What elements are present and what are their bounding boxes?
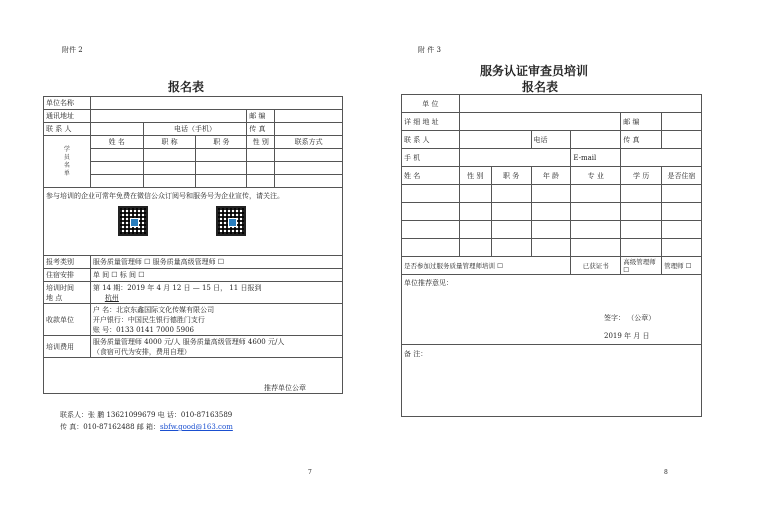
fee-info — [90, 336, 342, 358]
page-number-right: 8 — [664, 469, 668, 476]
attachment-label-left: 附件 2 — [62, 46, 83, 54]
registration-table-right — [401, 94, 702, 417]
col-position-right: 职 务 — [491, 167, 531, 185]
col-position: 职 务 — [196, 136, 247, 149]
trainee-cell-right[interactable] — [402, 203, 460, 221]
lodging-label: 住宿安排 — [44, 269, 91, 282]
trainee-cell-right[interactable] — [662, 239, 702, 257]
registration-table-left — [43, 96, 343, 394]
trainee-cell-right[interactable] — [459, 221, 491, 239]
recommend-label: 单位推荐意见： — [404, 279, 453, 287]
trainee-cell-right[interactable] — [402, 239, 460, 257]
trainee-cell[interactable] — [247, 162, 275, 175]
trainee-cell[interactable] — [196, 162, 247, 175]
bank-label: 收款单位 — [44, 304, 91, 336]
trainee-cell-right[interactable] — [662, 221, 702, 239]
fax-field[interactable] — [275, 123, 343, 136]
category-label: 报考类别 — [44, 256, 91, 269]
form-title-right: 服务认证审查员培训 — [480, 64, 589, 78]
trainee-cell-right[interactable] — [491, 239, 531, 257]
trainee-cell[interactable] — [196, 175, 247, 188]
trainee-cell-right[interactable] — [531, 221, 571, 239]
email-link[interactable]: sbfw.good@163.com — [160, 423, 233, 431]
bank-name: 开户银行：中国民生银行德胜门支行 — [92, 315, 205, 324]
wechat-notice-cell — [44, 188, 343, 256]
form-subtitle-right: 报名表 — [522, 80, 559, 94]
trainee-cell-right[interactable] — [662, 185, 702, 203]
col-name-right: 姓 名 — [402, 167, 460, 185]
trainee-cell-right[interactable] — [571, 185, 621, 203]
trainee-cell[interactable] — [275, 175, 343, 188]
col-education: 学 历 — [621, 167, 662, 185]
wechat-notice: 参与培训的企业可常年免费在微信公众订阅号和服务号为企业宣传，请关注。 — [46, 192, 284, 200]
trainee-cell-right[interactable] — [531, 203, 571, 221]
fee-line: 服务质量管理师 4000 元/人 服务质量高级管理师 4600 元/人 — [92, 337, 285, 346]
form-title-left: 报名表 — [168, 80, 205, 94]
trainee-cell-right[interactable] — [531, 239, 571, 257]
contact-field[interactable] — [90, 123, 143, 136]
footer-fax-email — [60, 423, 233, 432]
email-field-right[interactable] — [621, 149, 702, 167]
seal-label: 推荐单位公章 — [264, 384, 306, 392]
trainee-cell-right[interactable] — [491, 221, 531, 239]
trainee-cell-right[interactable] — [491, 185, 531, 203]
postcode-label: 邮 编 — [247, 110, 275, 123]
phone-field-right[interactable] — [571, 131, 621, 149]
mobile-field[interactable] — [459, 149, 571, 167]
unit-field-right[interactable] — [459, 95, 701, 113]
trainee-cell-right[interactable] — [571, 203, 621, 221]
trainee-cell[interactable] — [275, 162, 343, 175]
postcode-field-right[interactable] — [662, 113, 702, 131]
unit-name-label: 单位名称 — [44, 97, 91, 110]
trainee-cell[interactable] — [143, 149, 196, 162]
lodging-options[interactable]: 单 间 ☐ 标 间 ☐ — [90, 269, 342, 282]
attachment-label-right: 附 件 3 — [418, 46, 441, 54]
bank-info — [90, 304, 342, 336]
trainee-cell-right[interactable] — [402, 185, 460, 203]
time-label: 培训时间 — [46, 283, 74, 292]
remark-label: 备 注： — [404, 350, 428, 358]
contact-label-right: 联 系 人 — [402, 131, 460, 149]
col-lodging: 是否住宿 — [662, 167, 702, 185]
col-gender: 性 别 — [247, 136, 275, 149]
trainee-cell-right[interactable] — [662, 203, 702, 221]
trainee-cell-right[interactable] — [621, 203, 662, 221]
remark-cell[interactable] — [402, 345, 702, 417]
col-gender-right: 性 别 — [459, 167, 491, 185]
bank-holder: 户 名：北京东鑫国际文化传媒有限公司 — [92, 305, 215, 314]
trainee-cell[interactable] — [90, 162, 143, 175]
trainee-cell[interactable] — [275, 149, 343, 162]
trainee-cell[interactable] — [90, 149, 143, 162]
trainee-cell[interactable] — [196, 149, 247, 162]
phone-label: 电话（手机） — [143, 123, 247, 136]
postcode-label-right: 邮 编 — [621, 113, 662, 131]
recommend-cell[interactable] — [402, 275, 702, 345]
col-age: 年 龄 — [531, 167, 571, 185]
fax-field-right[interactable] — [662, 131, 702, 149]
trainee-cell-right[interactable] — [621, 185, 662, 203]
address-label: 通讯地址 — [44, 110, 91, 123]
fax-label-right: 传 真 — [621, 131, 662, 149]
fee-label: 培训费用 — [44, 336, 91, 358]
postcode-field[interactable] — [275, 110, 343, 123]
unit-label-right: 单 位 — [402, 95, 460, 113]
time-place-value — [90, 282, 342, 304]
col-contact: 联系方式 — [275, 136, 343, 149]
bank-account: 账 号：0133 0141 7000 5906 — [92, 325, 195, 334]
unit-name-field[interactable] — [90, 97, 342, 110]
col-title: 职 称 — [143, 136, 196, 149]
time-place-label — [44, 282, 91, 304]
trainee-cell-right[interactable] — [459, 185, 491, 203]
trainee-cell-right[interactable] — [621, 221, 662, 239]
trainee-cell[interactable] — [143, 175, 196, 188]
contact-field-right[interactable] — [459, 131, 531, 149]
phone-label-right: 电话 — [531, 131, 571, 149]
trainee-cell-right[interactable] — [571, 239, 621, 257]
trainee-cell-right[interactable] — [571, 221, 621, 239]
trainee-cell-right[interactable] — [459, 239, 491, 257]
address-field-right[interactable] — [459, 113, 620, 131]
trainee-cell-right[interactable] — [491, 203, 531, 221]
address-field[interactable] — [90, 110, 246, 123]
fax-label: 传 真 — [247, 123, 275, 136]
trainee-cell-right[interactable] — [402, 221, 460, 239]
place-label: 地 点 — [46, 293, 63, 302]
trainee-cell[interactable] — [90, 175, 143, 188]
page-number-left: 7 — [308, 469, 312, 476]
trainee-cell[interactable] — [247, 149, 275, 162]
category-options[interactable]: 服务质量管理师 ☐ 服务质量高级管理师 ☐ — [90, 256, 342, 269]
fee-note: （食宿可代为安排，费用自理） — [92, 347, 191, 356]
mobile-label: 手 机 — [402, 149, 460, 167]
qr-code-icon — [216, 206, 246, 236]
manager-option[interactable]: 管理师 ☐ — [662, 257, 702, 275]
trainee-cell-right[interactable] — [621, 239, 662, 257]
col-name: 姓 名 — [90, 136, 143, 149]
col-major: 专 业 — [571, 167, 621, 185]
trainee-cell-right[interactable] — [459, 203, 491, 221]
place-value: 杭州 — [104, 293, 119, 302]
training-question[interactable]: 是否参加过服务质量管理师培训 ☐ — [402, 257, 571, 275]
contact-label: 联 系 人 — [44, 123, 91, 136]
senior-manager-option[interactable]: 高级管理师 ☐ — [621, 257, 662, 275]
sign-label: 签字： （公章） — [604, 314, 656, 322]
trainee-cell[interactable] — [143, 162, 196, 175]
footer-fax: 传 真：010-87162488 邮 箱： — [60, 423, 161, 431]
trainee-cell[interactable] — [247, 175, 275, 188]
address-label-right: 详 细 地 址 — [402, 113, 460, 131]
footer-contact: 联系人：张 鹏 13621099679 电 话：010-87163589 — [60, 411, 233, 419]
certificate-label: 已获证书 — [571, 257, 621, 275]
date-label: 2019 年 月 日 — [604, 332, 650, 340]
qr-code-icon — [118, 206, 148, 236]
seal-cell — [44, 358, 343, 394]
trainee-label: 学 员 名 单 — [44, 136, 91, 188]
time-value: 第 14 期：2019 年 4 月 12 日 — 15 日， 11 日报到 — [92, 283, 262, 292]
email-label-right: E-mail — [571, 149, 621, 167]
trainee-cell-right[interactable] — [531, 185, 571, 203]
